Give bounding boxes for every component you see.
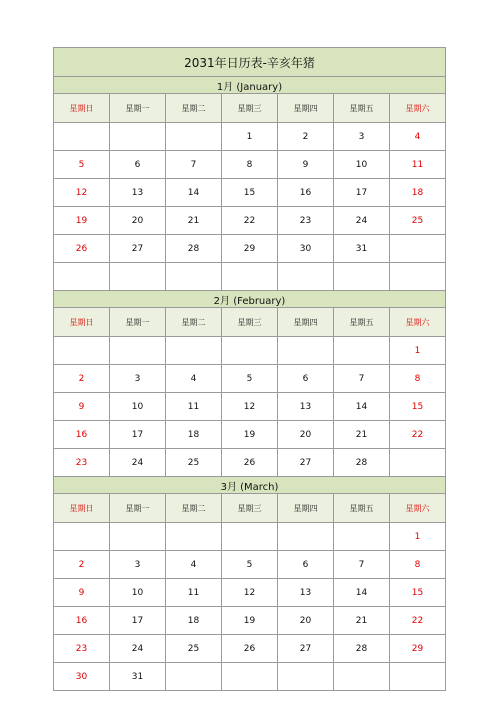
- month-title: 2月 (February): [54, 291, 446, 308]
- day-cell: 14: [166, 179, 222, 207]
- day-cell: [110, 263, 166, 291]
- day-cell: 15: [390, 393, 446, 421]
- day-cell: 15: [390, 579, 446, 607]
- day-cell: [54, 337, 110, 365]
- day-cell: 2: [278, 123, 334, 151]
- day-cell: 31: [110, 663, 166, 691]
- day-cell: [110, 337, 166, 365]
- day-cell: 4: [166, 551, 222, 579]
- day-cell: 28: [166, 235, 222, 263]
- day-cell: [54, 263, 110, 291]
- weekday-label: 星期二: [166, 494, 222, 523]
- day-cell: 8: [390, 551, 446, 579]
- week-row: [54, 207, 446, 235]
- day-cell: 14: [334, 579, 390, 607]
- day-cell: 7: [166, 151, 222, 179]
- month-title: 3月 (March): [54, 477, 446, 494]
- weekday-label: 星期日: [54, 94, 110, 123]
- day-cell: [390, 263, 446, 291]
- weekday-label: 星期六: [390, 94, 446, 123]
- day-cell: 24: [110, 635, 166, 663]
- day-cell: 2: [54, 365, 110, 393]
- day-cell: 26: [222, 635, 278, 663]
- week-row: [54, 151, 446, 179]
- week-row: [54, 663, 446, 691]
- day-cell: 13: [278, 393, 334, 421]
- day-cell: 30: [54, 663, 110, 691]
- day-cell: 16: [278, 179, 334, 207]
- day-cell: 9: [54, 393, 110, 421]
- day-cell: 6: [110, 151, 166, 179]
- weekday-label: 星期五: [334, 94, 390, 123]
- week-row: [54, 337, 446, 365]
- month-title: 1月 (January): [54, 77, 446, 94]
- day-cell: 14: [334, 393, 390, 421]
- day-cell: 12: [222, 579, 278, 607]
- weekday-label: 星期三: [222, 308, 278, 337]
- day-cell: 21: [334, 421, 390, 449]
- day-cell: 28: [334, 635, 390, 663]
- day-cell: 18: [166, 607, 222, 635]
- day-cell: 4: [166, 365, 222, 393]
- day-cell: 1: [222, 123, 278, 151]
- day-cell: [222, 523, 278, 551]
- weekday-label: 星期五: [334, 494, 390, 523]
- week-row: [54, 263, 446, 291]
- day-cell: 7: [334, 551, 390, 579]
- week-row: [54, 551, 446, 579]
- day-cell: 5: [54, 151, 110, 179]
- day-cell: [334, 337, 390, 365]
- day-cell: 25: [166, 635, 222, 663]
- weekday-label: 星期二: [166, 94, 222, 123]
- day-cell: [278, 337, 334, 365]
- weekday-label: 星期六: [390, 308, 446, 337]
- day-cell: 5: [222, 365, 278, 393]
- weekday-header-row: [54, 494, 446, 523]
- day-cell: 2: [54, 551, 110, 579]
- day-cell: [390, 235, 446, 263]
- month-header-row: [54, 77, 446, 94]
- day-cell: 19: [222, 421, 278, 449]
- day-cell: 23: [54, 449, 110, 477]
- week-row: [54, 123, 446, 151]
- day-cell: 9: [54, 579, 110, 607]
- day-cell: 7: [334, 365, 390, 393]
- week-row: [54, 607, 446, 635]
- day-cell: 28: [334, 449, 390, 477]
- day-cell: 1: [390, 337, 446, 365]
- week-row: [54, 235, 446, 263]
- day-cell: 27: [278, 635, 334, 663]
- weekday-label: 星期三: [222, 94, 278, 123]
- weekday-header-row: [54, 308, 446, 337]
- calendar-table: [53, 47, 446, 691]
- day-cell: 21: [166, 207, 222, 235]
- weekday-label: 星期一: [110, 94, 166, 123]
- day-cell: 1: [390, 523, 446, 551]
- day-cell: 22: [390, 607, 446, 635]
- day-cell: 20: [278, 421, 334, 449]
- day-cell: 6: [278, 551, 334, 579]
- month-header-row: [54, 291, 446, 308]
- day-cell: 15: [222, 179, 278, 207]
- day-cell: 11: [390, 151, 446, 179]
- day-cell: 29: [222, 235, 278, 263]
- week-row: [54, 579, 446, 607]
- day-cell: 18: [390, 179, 446, 207]
- day-cell: 23: [54, 635, 110, 663]
- day-cell: 5: [222, 551, 278, 579]
- day-cell: 9: [278, 151, 334, 179]
- day-cell: 17: [110, 421, 166, 449]
- day-cell: [166, 337, 222, 365]
- weekday-label: 星期日: [54, 308, 110, 337]
- weekday-label: 星期六: [390, 494, 446, 523]
- day-cell: 24: [334, 207, 390, 235]
- day-cell: [110, 523, 166, 551]
- day-cell: 13: [110, 179, 166, 207]
- day-cell: 10: [110, 579, 166, 607]
- day-cell: 12: [222, 393, 278, 421]
- day-cell: 25: [166, 449, 222, 477]
- weekday-label: 星期四: [278, 494, 334, 523]
- day-cell: [278, 523, 334, 551]
- day-cell: [222, 663, 278, 691]
- day-cell: 11: [166, 579, 222, 607]
- day-cell: [166, 263, 222, 291]
- day-cell: [54, 123, 110, 151]
- day-cell: 30: [278, 235, 334, 263]
- weekday-label: 星期一: [110, 494, 166, 523]
- week-row: [54, 393, 446, 421]
- weekday-label: 星期日: [54, 494, 110, 523]
- day-cell: [390, 449, 446, 477]
- day-cell: 17: [110, 607, 166, 635]
- day-cell: [166, 123, 222, 151]
- day-cell: 29: [390, 635, 446, 663]
- title-row: [54, 48, 446, 77]
- day-cell: [222, 337, 278, 365]
- day-cell: 17: [334, 179, 390, 207]
- day-cell: 8: [222, 151, 278, 179]
- day-cell: [334, 523, 390, 551]
- day-cell: 8: [390, 365, 446, 393]
- week-row: [54, 449, 446, 477]
- week-row: [54, 179, 446, 207]
- day-cell: 21: [334, 607, 390, 635]
- day-cell: [334, 263, 390, 291]
- day-cell: 23: [278, 207, 334, 235]
- day-cell: [278, 263, 334, 291]
- week-row: [54, 365, 446, 393]
- day-cell: 3: [110, 365, 166, 393]
- day-cell: 12: [54, 179, 110, 207]
- day-cell: 19: [54, 207, 110, 235]
- day-cell: 31: [334, 235, 390, 263]
- day-cell: 4: [390, 123, 446, 151]
- day-cell: 20: [278, 607, 334, 635]
- week-row: [54, 421, 446, 449]
- day-cell: 10: [110, 393, 166, 421]
- day-cell: [222, 263, 278, 291]
- day-cell: 3: [334, 123, 390, 151]
- day-cell: [166, 663, 222, 691]
- day-cell: 16: [54, 421, 110, 449]
- day-cell: [278, 663, 334, 691]
- day-cell: 22: [390, 421, 446, 449]
- weekday-label: 星期四: [278, 308, 334, 337]
- day-cell: 22: [222, 207, 278, 235]
- week-row: [54, 635, 446, 663]
- day-cell: 13: [278, 579, 334, 607]
- weekday-label: 星期二: [166, 308, 222, 337]
- weekday-label: 星期三: [222, 494, 278, 523]
- weekday-label: 星期一: [110, 308, 166, 337]
- day-cell: 26: [222, 449, 278, 477]
- day-cell: [334, 663, 390, 691]
- week-row: [54, 523, 446, 551]
- day-cell: 24: [110, 449, 166, 477]
- day-cell: [390, 663, 446, 691]
- day-cell: [54, 523, 110, 551]
- day-cell: 10: [334, 151, 390, 179]
- weekday-label: 星期四: [278, 94, 334, 123]
- calendar-body: [54, 48, 446, 691]
- weekday-label: 星期五: [334, 308, 390, 337]
- day-cell: 26: [54, 235, 110, 263]
- day-cell: 19: [222, 607, 278, 635]
- day-cell: 20: [110, 207, 166, 235]
- day-cell: [166, 523, 222, 551]
- weekday-header-row: [54, 94, 446, 123]
- day-cell: [110, 123, 166, 151]
- month-header-row: [54, 477, 446, 494]
- day-cell: 16: [54, 607, 110, 635]
- day-cell: 25: [390, 207, 446, 235]
- day-cell: 27: [110, 235, 166, 263]
- day-cell: 6: [278, 365, 334, 393]
- day-cell: 3: [110, 551, 166, 579]
- page-title: 2031年日历表-辛亥年猪: [54, 48, 446, 77]
- day-cell: 11: [166, 393, 222, 421]
- day-cell: 27: [278, 449, 334, 477]
- day-cell: 18: [166, 421, 222, 449]
